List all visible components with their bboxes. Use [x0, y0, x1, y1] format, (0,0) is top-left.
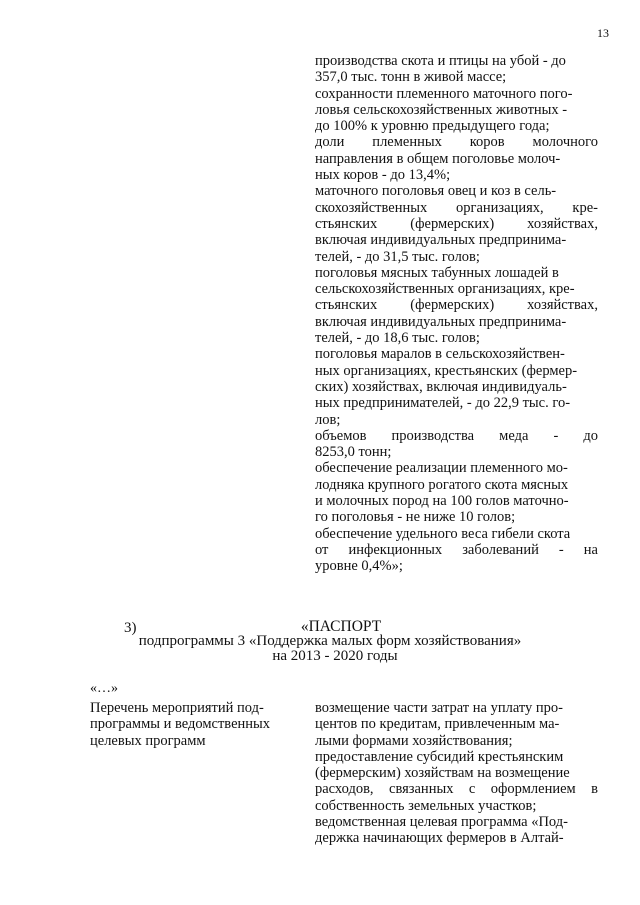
section-number: 3) [124, 620, 137, 636]
page-number: 13 [597, 26, 609, 40]
text-line: включая индивидуальных предпринима- [315, 232, 567, 249]
text-line: поголовья маралов в сельскохозяйствен- [315, 346, 565, 363]
text-line: собственность земельных участков; [315, 797, 537, 814]
text-line: и молочных пород на 100 голов маточно- [315, 493, 569, 510]
text-line: Перечень мероприятий под- [90, 700, 264, 716]
text-line: маточного поголовья овец и коз в сель- [315, 183, 557, 200]
text-line: телей, - до 18,6 тыс. голов; [315, 330, 480, 347]
text-line: ных предпринимателей, - до 22,9 тыс. го- [315, 395, 571, 412]
passport-heading [0, 619, 640, 664]
text-line: 357,0 тыс. тонн в живой массе; [315, 69, 507, 86]
ellipsis-quote: «…» [90, 681, 118, 696]
text-line: центов по кредитам, привлеченным ма- [315, 716, 560, 733]
text-line: ных коров - до 13,4%; [315, 167, 451, 184]
measures-list [315, 700, 598, 847]
text-line: целевых программ [90, 732, 206, 749]
text-line: стьянских (фермерских) хозяйствах, [315, 297, 598, 314]
text-line: ских) хозяйствах, включая индивидуаль- [315, 378, 567, 395]
text-line: предоставление субсидий крестьянским [315, 748, 564, 765]
passport-years: на 2013 - 2020 годы [272, 648, 398, 664]
text-line: стьянских (фермерских) хозяйствах, [315, 215, 598, 232]
text-line: включая индивидуальных предпринима- [315, 313, 567, 330]
text-line: направления в общем поголовье молоч- [315, 150, 561, 167]
text-line: лов; [315, 411, 341, 428]
text-line: ловья сельскохозяйственных животных - [315, 101, 568, 118]
text-line: до 100% к уровню предыдущего года; [315, 118, 550, 135]
text-line: лыми формами хозяйствования; [315, 732, 513, 749]
text-line: держка начинающих фермеров в Алтай- [315, 830, 564, 847]
passport-title: «ПАСПОРТ [300, 618, 382, 635]
top-indicator-list [315, 53, 598, 575]
text-line: ных организациях, крестьянских (фермер- [315, 362, 578, 379]
text-line: ведомственная целевая программа «Под- [315, 814, 568, 831]
text-line: от инфекционных заболеваний - на [315, 541, 598, 558]
text-line: обеспечение реализации племенного мо- [315, 460, 568, 477]
text-line: скохозяйственных организациях, кре- [315, 199, 598, 216]
text-line: возмещение части затрат на уплату про- [315, 700, 564, 716]
measures-label [90, 700, 292, 749]
text-line: телей, - до 31,5 тыс. голов; [315, 248, 480, 265]
text-line: поголовья мясных табунных лошадей в [315, 264, 559, 281]
text-line: 8253,0 тонн; [315, 444, 392, 461]
text-line: программы и ведомственных [90, 716, 271, 733]
text-line: объемов производства меда - до [315, 427, 598, 444]
text-line: сохранности племенного маточного пого- [315, 85, 573, 102]
text-line: сельскохозяйственных организациях, кре- [315, 281, 575, 298]
text-line: производства скота и птицы на убой - до [315, 53, 566, 69]
text-line: (фермерским) хозяйствам на возмещение [315, 765, 570, 782]
text-line: доли племенных коров молочного [315, 134, 598, 151]
text-line: го поголовья - не ниже 10 голов; [315, 509, 516, 526]
text-line: обеспечение удельного веса гибели скота [315, 525, 571, 542]
text-line: уровне 0,4%»; [315, 558, 403, 575]
passport-subtitle: подпрограммы 3 «Поддержка малых форм хозяйствования» [138, 633, 522, 649]
text-line: расходов, связанных с оформлением в [315, 781, 598, 798]
text-line: лодняка крупного рогатого скота мясных [315, 476, 569, 493]
